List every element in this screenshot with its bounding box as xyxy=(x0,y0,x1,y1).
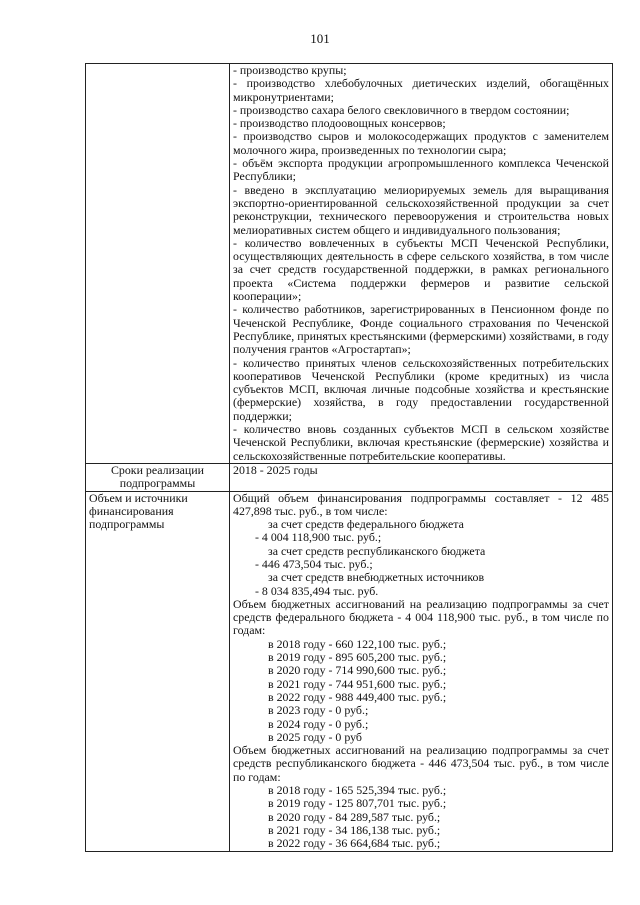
total-financing: Общий объем финансирования подпрограммы составляет - 12 485 427,898 тыс. руб., в том числе: xyxy=(233,490,609,518)
table-row-financing xyxy=(86,491,613,851)
federal-year-item: в 2019 году - 895 605,200 тыс. руб.; xyxy=(268,650,447,665)
federal-year-item: в 2025 году - 0 руб xyxy=(268,729,362,744)
list-item: - количество работников, зарегистрированных в Пенсионном фонде по Чеченской Республике, Фонде социального страхования по Чеченской Республике, принятых крестьянскими (фермерскими) хозяйствами, в году получения грантов «Агростартап»; xyxy=(233,302,609,357)
list-item: - количество вовлеченных в субъекты МСП Чеченской Республики, осуществляющих деятельность в сфере сельского хозяйства, в том числе за счет средств государственной поддержки, в рамках регионального проекта «Система поддержки фермеров и развитие сельской кооперации»; xyxy=(233,235,609,304)
republic-year-item: в 2018 году - 165 525,394 тыс. руб.; xyxy=(268,783,447,798)
extra-budget-value: - 8 034 835,494 тыс. руб. xyxy=(255,583,379,598)
federal-year-item: в 2023 году - 0 руб.; xyxy=(268,703,369,718)
list-item: - введено в эксплуатацию мелиорируемых земель для выращивания экспортно-ориентированной сельскохозяйственной продукции за счет реконструкции, технического перевооружения и строительства новых мелиоративных систем общего и индивидуального пользования; xyxy=(233,182,609,237)
republic-budget-label: за счет средств республиканского бюджета xyxy=(268,543,486,558)
table-row-indicators xyxy=(86,64,613,464)
federal-year-item: в 2021 году - 744 951,600 тыс. руб.; xyxy=(268,676,447,691)
indicators-list-cell xyxy=(230,64,613,464)
list-item: - количество принятых членов сельскохозяйственных потребительских кооперативов Чеченской Республики (кроме кредитных) из числа субъектов МСП, включая личные подсобные хозяйства и крестьянские (фермерские) хозяйства, в году предоставлении государственной поддержки; xyxy=(233,355,609,423)
federal-year-item: в 2022 году - 988 449,400 тыс. руб.; xyxy=(268,689,447,704)
page-number: 101 xyxy=(310,31,330,46)
timeline-value: 2018 - 2025 годы xyxy=(230,463,613,491)
republic-year-item: в 2019 году - 125 807,701 тыс. руб.; xyxy=(268,796,447,811)
republic-budget-value: - 446 473,504 тыс. руб.; xyxy=(255,556,373,571)
federal-year-item: в 2024 году - 0 руб.; xyxy=(268,716,369,731)
list-item: - производство сыров и молокосодержащих продуктов с заменителем молочного жира, произведенных по технологии сыра; xyxy=(233,129,609,157)
indicators-label-cell xyxy=(86,64,230,464)
list-item: - объём экспорта продукции агропромышленного комплекса Чеченской Республики; xyxy=(233,156,609,184)
list-item: - производство крупы; xyxy=(233,63,347,77)
republic-year-item: в 2022 году - 36 664,684 тыс. руб.; xyxy=(268,836,441,851)
extra-budget-label: за счет средств внебюджетных источников xyxy=(268,570,485,585)
federal-year-item: в 2020 году - 714 990,600 тыс. руб.; xyxy=(268,663,447,678)
timeline-label: Сроки реализации подпрограммы xyxy=(86,463,230,491)
financing-label: Объем и источники финансирования подпрограммы xyxy=(86,491,230,851)
list-item: - производство плодоовощных консервов; xyxy=(233,116,446,131)
federal-budget-label: за счет средств федерального бюджета xyxy=(268,517,464,532)
republic-year-item: в 2020 году - 84 289,587 тыс. руб.; xyxy=(268,809,441,824)
list-item: - количество вновь созданных субъектов МСП в сельском хозяйстве Чеченской Республики, включая крестьянские (фермерские) хозяйства и сельскохозяйственные потребительские кооперативы. xyxy=(233,422,609,463)
federal-allocation-intro: Объем бюджетных ассигнований на реализацию подпрограммы за счет средств федерального бюджета - 4 004 118,900 тыс. руб., в том числе по годам: xyxy=(233,596,609,638)
republic-year-item: в 2021 году - 34 186,138 тыс. руб.; xyxy=(268,822,441,837)
federal-budget-value: - 4 004 118,900 тыс. руб.; xyxy=(255,530,382,545)
list-item: - производство сахара белого свекловичного в твердом состоянии; xyxy=(233,102,570,117)
list-item: - производство хлебобулочных диетических изделий, обогащённых микронутриентами; xyxy=(233,76,609,104)
table-row-timeline xyxy=(86,463,613,491)
federal-year-item: в 2018 году - 660 122,100 тыс. руб.; xyxy=(268,636,447,651)
republic-allocation-intro: Объем бюджетных ассигнований на реализацию подпрограммы за счет средств республиканского бюджета - 446 473,504 тыс. руб., в том числе по годам: xyxy=(233,743,609,784)
financing-details-cell xyxy=(230,491,613,851)
subprogram-passport-table xyxy=(85,63,613,852)
